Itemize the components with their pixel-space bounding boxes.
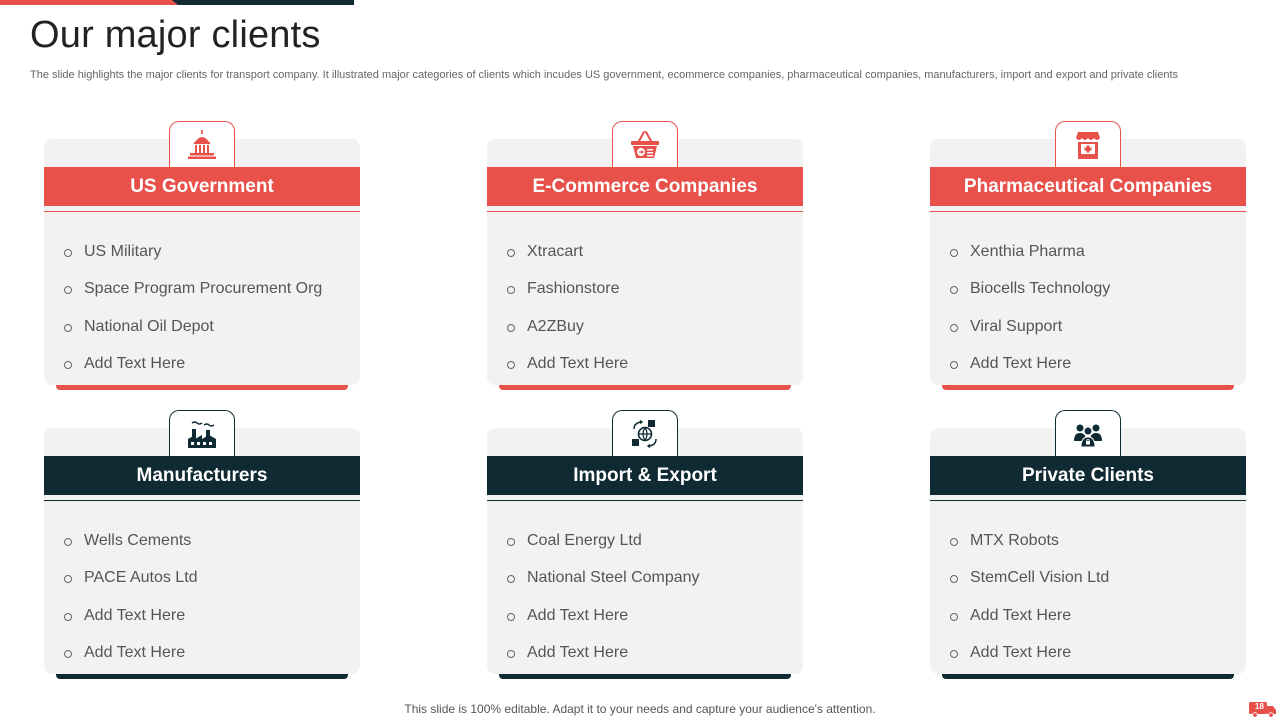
list-item: Add Text Here [64,635,198,673]
list-item: Add Text Here [507,346,628,384]
bullet-icon [64,613,72,621]
bullet-icon [507,538,515,546]
card-bottom-accent [56,674,348,679]
factory-icon [169,410,235,457]
card-header: Pharmaceutical Companies [930,167,1246,206]
bullet-icon [950,324,958,332]
client-card-private-clients [930,428,1246,674]
list-item: MTX Robots [950,522,1109,560]
people-group-icon [1055,410,1121,457]
card-bottom-accent [499,385,791,390]
card-header: US Government [44,167,360,206]
list-item: US Military [64,233,322,271]
list-item: A2ZBuy [507,308,628,346]
list-item: Space Program Procurement Org [64,271,322,309]
bullet-icon [950,575,958,583]
shopping-basket-icon [612,121,678,168]
card-header: Private Clients [930,456,1246,495]
bullet-icon [507,613,515,621]
card-header: E-Commerce Companies [487,167,803,206]
card-header: Manufacturers [44,456,360,495]
page-number-badge [1249,700,1277,718]
bullet-icon [950,613,958,621]
list-item: Add Text Here [950,346,1110,384]
global-shipping-icon [612,410,678,457]
client-list [507,522,700,672]
bullet-icon [950,538,958,546]
pharmacy-store-icon [1055,121,1121,168]
list-item: Wells Cements [64,522,198,560]
bullet-icon [507,286,515,294]
client-list [64,522,198,672]
list-item: Coal Energy Ltd [507,522,700,560]
client-card-import-export [487,428,803,674]
list-item: Add Text Here [507,635,700,673]
list-item: Fashionstore [507,271,628,309]
client-list [64,233,322,383]
top-accent-bar-red [0,0,178,5]
client-card-manufacturers [44,428,360,674]
bullet-icon [507,324,515,332]
capitol-building-icon [169,121,235,168]
bullet-icon [64,286,72,294]
header-divider [487,211,803,212]
card-bottom-accent [942,385,1234,390]
header-divider [44,500,360,501]
list-item: Add Text Here [950,635,1109,673]
client-list [950,233,1110,383]
bullet-icon [950,286,958,294]
bullet-icon [950,249,958,257]
slide-subtitle: The slide highlights the major clients for transport company. It illustrated major categories of clients which incudes US government, ecommerce companies, pharmaceutical companies, manufacturers, import and export and private clients [30,69,1178,81]
page-number: 18 [1255,702,1264,711]
card-header: Import & Export [487,456,803,495]
bullet-icon [64,324,72,332]
bullet-icon [507,575,515,583]
client-card-pharmaceutical [930,139,1246,385]
card-bottom-accent [942,674,1234,679]
top-accent-bar-dark [178,0,354,5]
list-item: Add Text Here [64,346,322,384]
bullet-icon [64,650,72,658]
bullet-icon [507,249,515,257]
bullet-icon [64,538,72,546]
list-item: Add Text Here [507,597,700,635]
list-item: StemCell Vision Ltd [950,560,1109,598]
list-item: PACE Autos Ltd [64,560,198,598]
bullet-icon [507,650,515,658]
bullet-icon [64,249,72,257]
slide-title: Our major clients [30,14,321,56]
header-divider [930,211,1246,212]
header-divider [930,500,1246,501]
bullet-icon [950,361,958,369]
slide-footer-note: This slide is 100% editable. Adapt it to your needs and capture your audience's attention. [404,702,876,716]
client-card-e-commerce [487,139,803,385]
list-item: Viral Support [950,308,1110,346]
client-list [507,233,628,383]
client-card-us-government [44,139,360,385]
header-divider [487,500,803,501]
client-list [950,522,1109,672]
bullet-icon [507,361,515,369]
list-item: Biocells Technology [950,271,1110,309]
list-item: National Steel Company [507,560,700,598]
list-item: National Oil Depot [64,308,322,346]
card-bottom-accent [499,674,791,679]
list-item: Add Text Here [950,597,1109,635]
bullet-icon [64,361,72,369]
bullet-icon [950,650,958,658]
list-item: Add Text Here [64,597,198,635]
list-item: Xtracart [507,233,628,271]
list-item: Xenthia Pharma [950,233,1110,271]
card-bottom-accent [56,385,348,390]
header-divider [44,211,360,212]
bullet-icon [64,575,72,583]
